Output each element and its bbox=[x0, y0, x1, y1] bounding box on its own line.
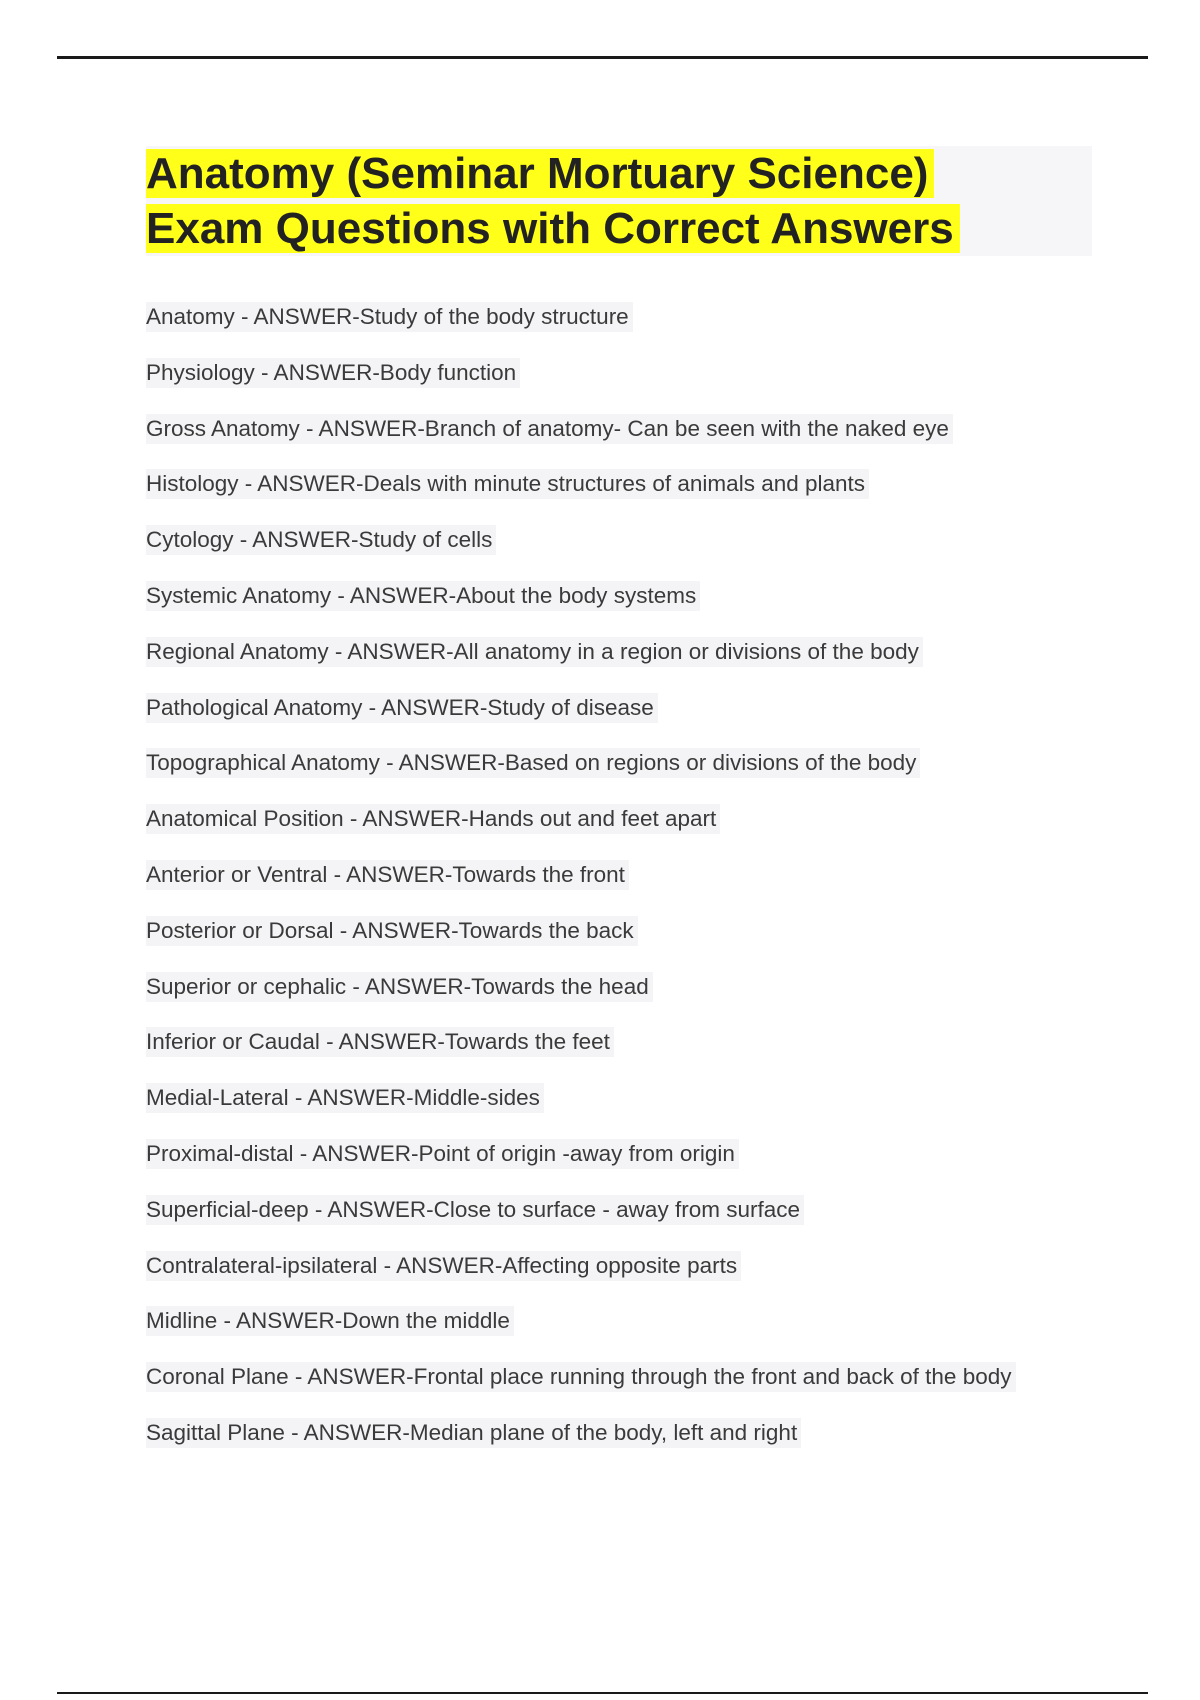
qa-item bbox=[146, 525, 1016, 581]
qa-item bbox=[146, 1195, 1016, 1251]
qa-text: Regional Anatomy - ANSWER-All anatomy in a region or divisions of the body bbox=[146, 637, 923, 667]
header-rule bbox=[57, 56, 1148, 59]
qa-item bbox=[146, 1418, 1016, 1474]
qa-item bbox=[146, 414, 1016, 470]
qa-item bbox=[146, 860, 1016, 916]
qa-item bbox=[146, 302, 1016, 358]
document-title bbox=[146, 146, 960, 256]
qa-item bbox=[146, 1027, 1016, 1083]
qa-text: Superficial-deep - ANSWER-Close to surface - away from surface bbox=[146, 1195, 804, 1225]
qa-item bbox=[146, 469, 1016, 525]
qa-item bbox=[146, 804, 1016, 860]
qa-text: Coronal Plane - ANSWER-Frontal place running through the front and back of the body bbox=[146, 1362, 1016, 1392]
qa-text: Posterior or Dorsal - ANSWER-Towards the back bbox=[146, 916, 638, 946]
qa-text: Histology - ANSWER-Deals with minute structures of animals and plants bbox=[146, 469, 869, 499]
qa-item bbox=[146, 358, 1016, 414]
qa-item bbox=[146, 581, 1016, 637]
qa-text: Contralateral-ipsilateral - ANSWER-Affecting opposite parts bbox=[146, 1251, 741, 1281]
qa-text: Systemic Anatomy - ANSWER-About the body systems bbox=[146, 581, 700, 611]
qa-item bbox=[146, 1083, 1016, 1139]
qa-item bbox=[146, 693, 1016, 749]
qa-item bbox=[146, 1139, 1016, 1195]
qa-text: Inferior or Caudal - ANSWER-Towards the feet bbox=[146, 1027, 614, 1057]
qa-text: Superior or cephalic - ANSWER-Towards the head bbox=[146, 972, 653, 1002]
qa-text: Physiology - ANSWER-Body function bbox=[146, 358, 520, 388]
title-line-2: Exam Questions with Correct Answers bbox=[146, 204, 960, 253]
qa-item bbox=[146, 748, 1016, 804]
qa-text: Anatomical Position - ANSWER-Hands out and feet apart bbox=[146, 804, 720, 834]
qa-text: Proximal-distal - ANSWER-Point of origin -away from origin bbox=[146, 1139, 739, 1169]
qa-item bbox=[146, 916, 1016, 972]
qa-text: Cytology - ANSWER-Study of cells bbox=[146, 525, 496, 555]
qa-item bbox=[146, 637, 1016, 693]
qa-list bbox=[146, 302, 1016, 1474]
qa-item bbox=[146, 1251, 1016, 1307]
qa-item bbox=[146, 972, 1016, 1028]
qa-item bbox=[146, 1306, 1016, 1362]
qa-text: Gross Anatomy - ANSWER-Branch of anatomy- Can be seen with the naked eye bbox=[146, 414, 953, 444]
qa-text: Anatomy - ANSWER-Study of the body structure bbox=[146, 302, 633, 332]
qa-text: Topographical Anatomy - ANSWER-Based on regions or divisions of the body bbox=[146, 748, 920, 778]
footer-rule bbox=[57, 1692, 1148, 1694]
qa-text: Midline - ANSWER-Down the middle bbox=[146, 1306, 514, 1336]
qa-text: Anterior or Ventral - ANSWER-Towards the front bbox=[146, 860, 629, 890]
qa-text: Sagittal Plane - ANSWER-Median plane of the body, left and right bbox=[146, 1418, 801, 1448]
qa-item bbox=[146, 1362, 1016, 1418]
qa-text: Medial-Lateral - ANSWER-Middle-sides bbox=[146, 1083, 544, 1113]
title-line-1: Anatomy (Seminar Mortuary Science) bbox=[146, 149, 934, 198]
qa-text: Pathological Anatomy - ANSWER-Study of disease bbox=[146, 693, 658, 723]
